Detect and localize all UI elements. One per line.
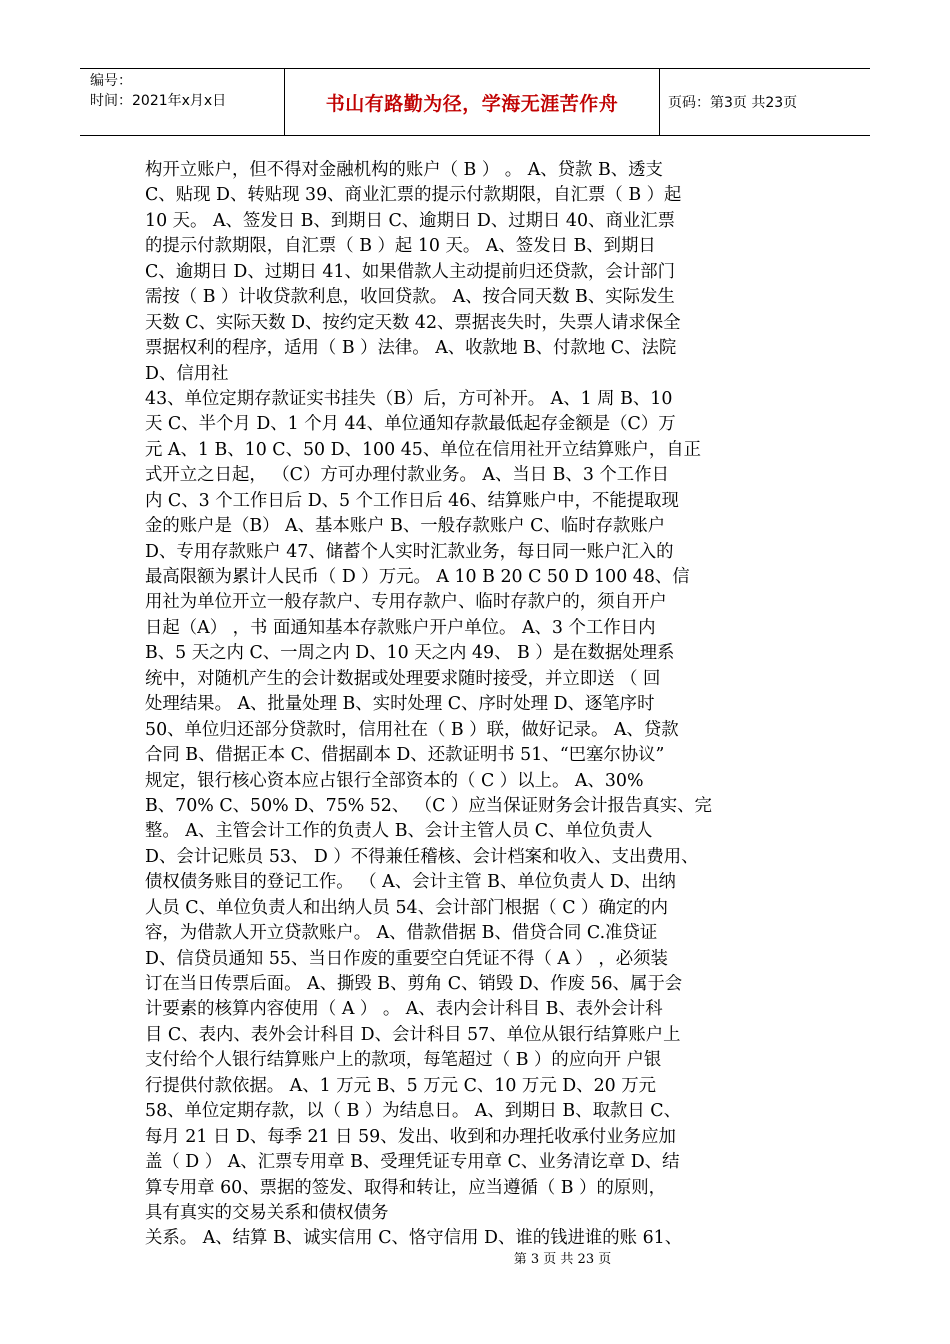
body-line: D、信贷员通知 55、当日作废的重要空白凭证不得（ A ） ，必须装 [145,948,668,969]
body-line: 整。 A、主管会计工作的负责人 B、会计主管人员 C、单位负责人 [145,821,653,842]
body-line: 具有真实的交易关系和债权债务 [145,1202,389,1223]
body-line: 10 天。 A、签发日 B、到期日 C、逾期日 D、过期日 40、商业汇票 [145,210,676,231]
body-line: 天数 C、实际天数 D、按约定天数 42、票据丧失时，失票人请求保全 [145,312,681,333]
document-body [145,158,815,1252]
header-meta [80,69,285,135]
body-line: 计要素的核算内容使用（ A ） 。 A、表内会计科目 B、表外会计科 [145,999,663,1020]
body-line: C、贴现 D、转贴现 39、商业汇票的提示付款期限，自汇票（ B ）起 [145,185,682,206]
body-line: 债权债务账目的登记工作。 （ A、会计主管 B、单位负责人 D、出纳 [145,872,676,893]
body-line: 算专用章 60、票据的签发、取得和转让，应当遵循（ B ）的原则， [145,1177,667,1198]
body-line: 目 C、表内、表外会计科目 D、会计科目 57、单位从银行结算账户上 [145,1024,681,1045]
body-line: 最高限额为累计人民币（ D ）万元。 A 10 B 20 C 50 D 100 48、信 [145,567,690,587]
body-line: D、信用社 [145,363,229,384]
body-line: 人员 C、单位负责人和出纳人员 54、会计部门根据（ C ）确定的内 [145,897,669,918]
body-line: 统中，对随机产生的会计数据或处理要求随时接受，并立即送 （ 回 [145,668,661,689]
body-line: 关系。 A、结算 B、诚实信用 C、恪守信用 D、谁的钱进谁的账 61、 [145,1228,683,1249]
body-line: 50、单位归还部分贷款时，信用社在（ B ）联，做好记录。 A、贷款 [145,719,679,740]
body-line: B、5 天之内 C、一周之内 D、10 天之内 49、 B ）是在数据处理系 [145,643,675,664]
body-line: 规定，银行核心资本应占银行全部资本的（ C ）以上。 A、30% [145,770,644,791]
body-line: 元 A、1 B、10 C、50 D、100 45、单位在信用社开立结算账户，自正 [145,439,702,460]
body-line: D、会计记账员 53、 D ）不得兼任稽核、会计档案和收入、支出费用、 [145,846,699,867]
body-line: 用社为单位开立一般存款户、专用存款户、临时存款户的，须自开户 [145,592,667,613]
body-line: C、逾期日 D、过期日 41、如果借款人主动提前归还贷款，会计部门 [145,261,675,282]
body-line: 订在当日传票后面。 A、撕毁 B、剪角 C、销毁 D、作废 56、属于会 [145,974,683,994]
code-label: 编号： [90,73,132,89]
body-line: 式开立之日起， （C）方可办理付款业务。 A、当日 B、3 个工作日 [145,465,669,486]
body-line: 天 C、半个月 D、1 个月 44、单位通知存款最低起存金额是（C）万 [145,414,676,435]
body-line: 合同 B、借据正本 C、借据副本 D、还款证明书 51、“巴塞尔协议” [145,745,665,766]
body-line: 票据权利的程序，适用（ B ）法律。 A、收款地 B、付款地 C、法院 [145,338,677,359]
body-line: 内 C、3 个工作日后 D、5 个工作日后 46、结算账户中，不能提取现 [145,490,679,511]
body-line: D、专用存款账户 47、储蓄个人实时汇款业务，每日同一账户汇入的 [145,541,674,562]
body-line: B、70% C、50% D、75% 52、 （C ）应当保证财务会计报告真实、完 [145,795,712,816]
page-footer [0,1248,950,1267]
body-line: 金的账户是（B） A、基本账户 B、一般存款账户 C、临时存款账户 [145,516,666,537]
footer-page-number: 第 3 页 共 23 页 [513,1252,612,1267]
body-line: 盖（ D ） A、汇票专用章 B、受理凭证专用章 C、业务清讫章 D、结 [145,1152,680,1173]
body-line: 的提示付款期限，自汇票（ B ）起 10 天。 A、签发日 B、到期日 [145,236,656,257]
body-line: 日起（A） ，书 面通知基本存款账户开户单位。 A、3 个工作日内 [145,617,656,638]
body-line: 支付给个人银行结算账户上的款项，每笔超过（ B ）的应向开 户银 [145,1050,662,1071]
page-header [80,68,870,136]
body-line: 处理结果。 A、批量处理 B、实时处理 C、序时处理 D、逐笔序时 [145,694,655,715]
body-line: 每月 21 日 D、每季 21 日 59、发出、收到和办理托收承付业务应加 [145,1126,676,1147]
time-label: 时间：2021年x月x日 [90,93,227,109]
body-line: 43、单位定期存款证实书挂失（B）后，方可补开。 A、1 周 B、10 [145,388,673,409]
body-line: 构开立账户，但不得对金融机构的账户（ B ） 。 A、贷款 B、透支 [145,160,663,180]
body-line: 容，为借款人开立贷款账户。 A、借款借据 B、借贷合同 C.准贷证 [145,923,658,944]
body-line: 58、单位定期存款，以（ B ）为结息日。 A、到期日 B、取款日 C、 [145,1101,681,1122]
body-line: 行提供付款依据。 A、1 万元 B、5 万元 C、10 万元 D、20 万元 [145,1075,657,1096]
header-page-info: 页码：第3页 共23页 [668,95,798,111]
body-line: 需按（ B ）计收贷款利息，收回贷款。 A、按合同天数 B、实际发生 [145,287,675,308]
header-motto: 书山有路勤为径，学海无涯苦作舟 [285,69,660,135]
